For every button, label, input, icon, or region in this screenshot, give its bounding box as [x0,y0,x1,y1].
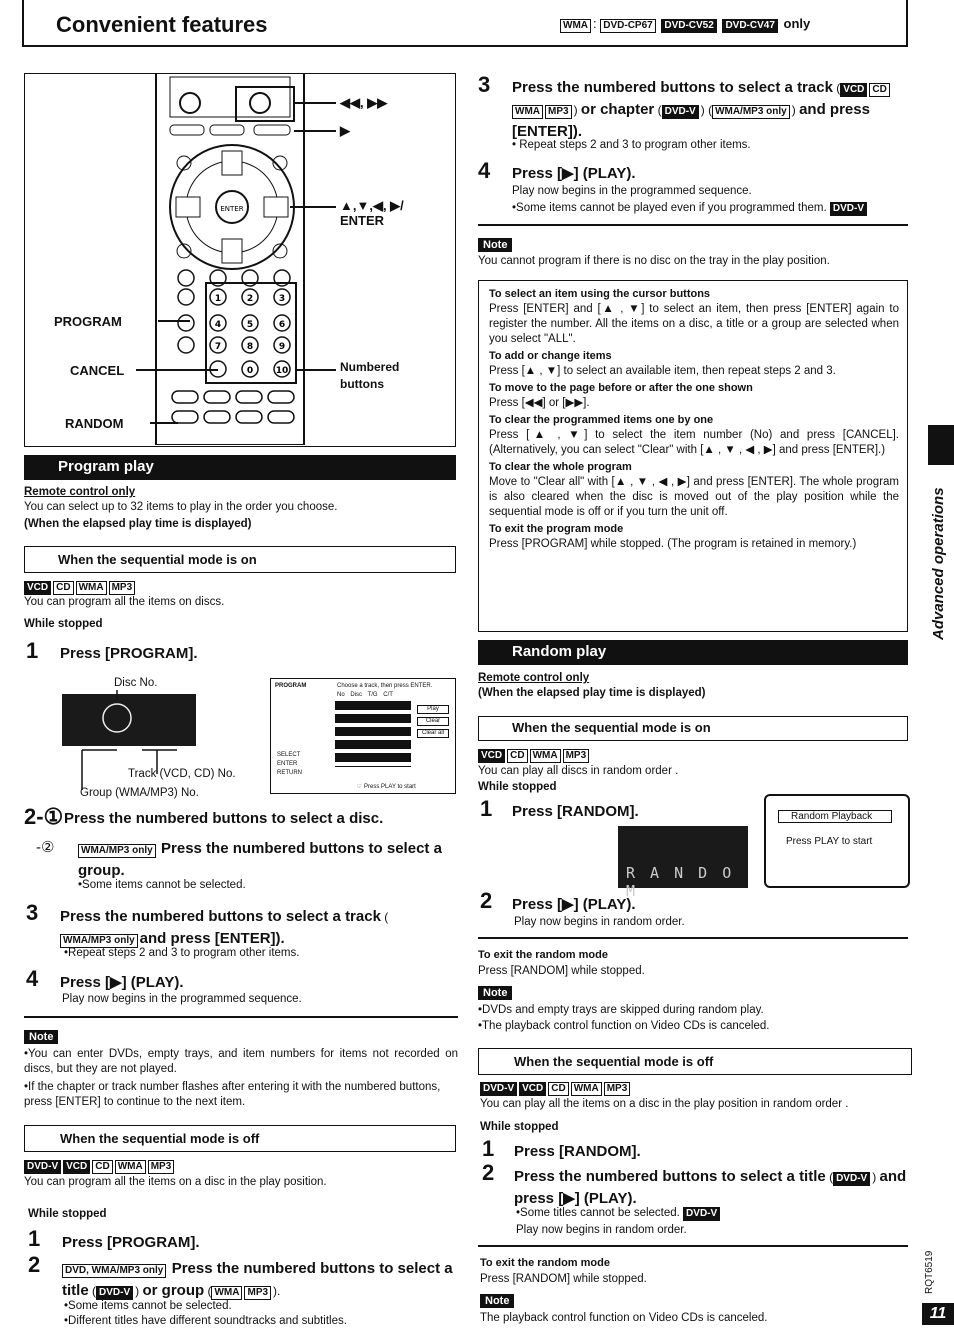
random-off-step1-num: 1 [482,1136,495,1161]
random-osd-screen [764,794,910,888]
program-step2b-note: •Some items cannot be selected. [78,879,246,891]
random-note2-text: The playback control function on Video CDs is canceled. [480,1312,768,1324]
tag-cp67: DVD-CP67 [600,19,655,33]
random-seq-off-tags: DVD-V VCD CD WMA MP3 [480,1080,632,1096]
random-seq-on-label: When the sequential mode is on [512,720,711,735]
section-side-label: Advanced operations [930,487,947,640]
display-pointer-lines [62,690,202,800]
program-seq-on-label: When the sequential mode is on [58,552,257,567]
osd-footer: ☞ Press PLAY to start [357,784,416,790]
svg-text:ENTER: ENTER [220,205,244,213]
random-front-display [618,826,748,900]
page-number: 11 [922,1303,954,1325]
random-seq-on-desc: You can play all discs in random order . [478,765,679,777]
osd-clear-all-button[interactable]: Clear all [417,729,449,738]
divider-left-1 [24,1016,458,1018]
program-elapsed: (When the elapsed play time is displayed) [24,518,252,530]
random-step1-num: 1 [480,796,493,821]
right-step3-num: 3 [478,72,491,97]
osd-list [335,701,411,767]
divider-right-3 [478,1245,908,1247]
svg-text:5: 5 [246,320,254,330]
random-off-step1: Press [RANDOM]. [514,1143,641,1160]
program-step4-note: Play now begins in the programmed sequence. [62,993,302,1005]
random-seq-on-while: While stopped [478,781,557,793]
svg-text:4: 4 [214,320,222,330]
doc-code: RQT6519 [924,1250,935,1294]
group-no-label: Group (WMA/MP3) No. [80,787,199,799]
program-seq-off-desc: You can program all the items on a disc in the play position. [24,1176,327,1188]
random-seq-off-while: While stopped [480,1121,559,1133]
random-exit-heading: To exit the random mode [478,949,608,961]
random-osd-title: Random Playback [778,810,892,823]
osd-clear-button[interactable]: Clear [417,717,449,726]
random-off-note2: Play now begins in random order. [516,1224,687,1236]
program-seq-on-tags: VCD CD WMA MP3 [24,579,137,595]
tips-content: To select an item using the cursor buttons Press [ENTER] and [▲ , ▼] to select an item, then press [ENTER] again to register the number. All the items on a disc, a title or a group are selected when you select "ALL". To add or change items Press [▲ , ▼] to select an available item, then repeat steps 2 and 3. To move to the page before or after the one shown Press [◀◀] or [▶▶]. To clear the programmed items one by one Press [▲ , ▼] to select the item number (No) and press [CANCEL]. (Alternatively, you can select "Clear" with [▲ , ▼ , ◀ , ▶] and press [ENTER].) To clear the whole program Move to "Clear all" with [▲ , ▼ , ◀ , ▶] and press [ENTER]. The whole program is also cleared when the disc is moved out of the play position while the sequential mode is off or if you turn the unit off. To exit the program mode Press [PROGRAM] while stopped. (The program is retained in memory.) [489,288,899,550]
label-buttons: buttons [340,377,384,391]
program-off-step1-num: 1 [28,1226,41,1251]
program-seq-off-label: When the sequential mode is off [60,1131,260,1146]
svg-text:7: 7 [214,342,222,352]
tag-cv52: DVD-CV52 [661,19,716,33]
random-seq-off-desc: You can play all the items on a disc in the play position in random order . [480,1098,849,1110]
program-off-step2: DVD, WMA/MP3 only Press the numbered buttons to select a title ( DVD-V ) or group ( WMA MP3 ). [62,1260,453,1299]
program-off-note-1: •Some items cannot be selected. [64,1300,232,1312]
label-program: PROGRAM [54,314,122,329]
program-step3: Press the numbered buttons to select a track (WMA/MP3 only and press [ENTER]). [60,908,389,947]
random-step2-num: 2 [480,888,493,913]
label-numbered: Numbered [340,360,400,374]
right-step4-note1: Play now begins in the programmed sequence. [512,185,752,197]
divider-right-1 [478,224,908,226]
label-cursor: ▲,▼,◀, ▶/ [340,198,404,213]
osd-hint: Choose a track, then press ENTER. [337,683,433,689]
program-off-step2-num: 2 [28,1252,41,1277]
svg-text:6: 6 [278,320,286,330]
random-off-note1: •Some titles cannot be selected. DVD-V [516,1206,722,1221]
svg-text:2: 2 [246,294,254,304]
program-step1-num: 1 [26,638,39,663]
random-play-heading: Random play [478,640,908,665]
right-step4-note2: •Some items cannot be played even if you programmed them. DVD-V [512,201,869,216]
divider-right-2 [478,937,908,939]
right-step4-num: 4 [478,158,491,183]
program-step4-num: 4 [26,966,39,991]
osd-cols: No Disc T/G C/T [337,692,393,698]
random-note-1: •DVDs and empty trays are skipped during random play. [478,1004,764,1016]
program-step2a: Press the numbered buttons to select a disc. [64,810,384,827]
label-cancel: CANCEL [70,363,125,378]
random-off-step2-num: 2 [482,1160,495,1185]
random-elapsed: (When the elapsed play time is displayed) [478,687,706,699]
osd-title: PROGRAM [275,683,307,689]
note-item-1: •You can enter DVDs, empty trays, and item numbers for items not recorded on discs, but they are not played. [24,1048,458,1075]
program-step1: Press [PROGRAM]. [60,645,198,662]
track-no-label: Track (VCD, CD) No. [128,768,236,780]
program-step2b: WMA/MP3 only Press the numbered buttons to select a group. [78,840,442,879]
program-off-note-2: •Different titles have different soundtracks and subtitles. [64,1315,347,1327]
svg-text:3: 3 [278,294,286,304]
header-model-tags: WMA : DVD-CP67 DVD-CV52 DVD-CV47 only [560,16,810,33]
random-note-label: Note [478,986,512,1000]
label-enter: ENTER [340,213,385,228]
tag-cv47: DVD-CV47 [722,19,777,33]
label-play: ▶ [340,123,350,138]
random-seq-off-label: When the sequential mode is off [514,1054,714,1069]
note-label-1: Note [24,1030,58,1044]
only-label: only [783,16,811,31]
program-step3-note: •Repeat steps 2 and 3 to program other items. [64,947,300,959]
random-osd-text: Press PLAY to start [786,836,873,847]
program-seq-on-desc: You can program all the items on discs. [24,596,225,608]
right-note-label: Note [478,238,512,252]
program-osd-screen [270,678,456,794]
svg-text:1: 1 [214,294,222,304]
svg-text:0: 0 [246,366,254,376]
page-title: Convenient features [56,12,268,37]
program-intro: You can select up to 32 items to play in the order you choose. [24,501,338,513]
program-seq-on-while: While stopped [24,618,103,630]
osd-side: SELECT ENTER RETURN [277,752,302,776]
remote-only-1: Remote control only [24,486,136,498]
label-skip: ◀◀, ▶▶ [340,95,388,110]
section-tab [928,425,954,465]
right-step3-note: • Repeat steps 2 and 3 to program other items. [512,139,751,151]
program-step4: Press [▶] (PLAY). [60,974,184,991]
program-off-step1: Press [PROGRAM]. [62,1234,200,1251]
osd-play-button[interactable]: Play [417,705,449,714]
program-seq-off-tags: DVD-V VCD CD WMA MP3 [24,1158,176,1174]
tag-wma: WMA [560,19,591,33]
random-step2-note: Play now begins in random order. [514,916,685,928]
random-note-2: •The playback control function on Video CDs is canceled. [478,1020,770,1032]
remote-leader-lines [100,73,340,445]
program-step2a-num: 2-① [24,804,64,829]
random-step2: Press [▶] (PLAY). [512,896,636,913]
right-step3: Press the numbered buttons to select a track ( VCD CDWMA MP3 ) or chapter ( DVD-V ) ( WMA/MP3 only ) and press [ENTER]). [512,77,908,143]
disc-no-label: Disc No. [114,677,158,689]
label-random: RANDOM [65,416,124,431]
random-step1: Press [RANDOM]. [512,803,639,820]
svg-text:8: 8 [246,342,254,352]
program-play-heading: Program play [24,455,456,480]
svg-text:9: 9 [278,342,286,352]
random-off-step2: Press the numbered buttons to select a title ( DVD-V ) and press [▶] (PLAY). [514,1168,907,1207]
random-exit2-text: Press [RANDOM] while stopped. [480,1273,647,1285]
random-display-text: R A N D O M [626,864,735,900]
random-exit-text: Press [RANDOM] while stopped. [478,965,645,977]
program-step2b-num: -② [36,839,55,856]
random-note2-label: Note [480,1294,514,1308]
note-item-2: •If the chapter or track number flashes after entering it with the numbered buttons, press [ENTER] to continue to the next item. [24,1081,441,1108]
right-note-text: You cannot program if there is no disc on the tray in the play position. [478,255,830,267]
right-step4: Press [▶] (PLAY). [512,165,636,182]
remote-only-2: Remote control only [478,672,590,684]
program-step3-num: 3 [26,900,39,925]
random-exit2-heading: To exit the random mode [480,1257,610,1269]
random-seq-on-tags: VCD CD WMA MP3 [478,747,591,763]
svg-text:10: 10 [275,366,289,376]
program-seq-off-while: While stopped [28,1208,107,1220]
